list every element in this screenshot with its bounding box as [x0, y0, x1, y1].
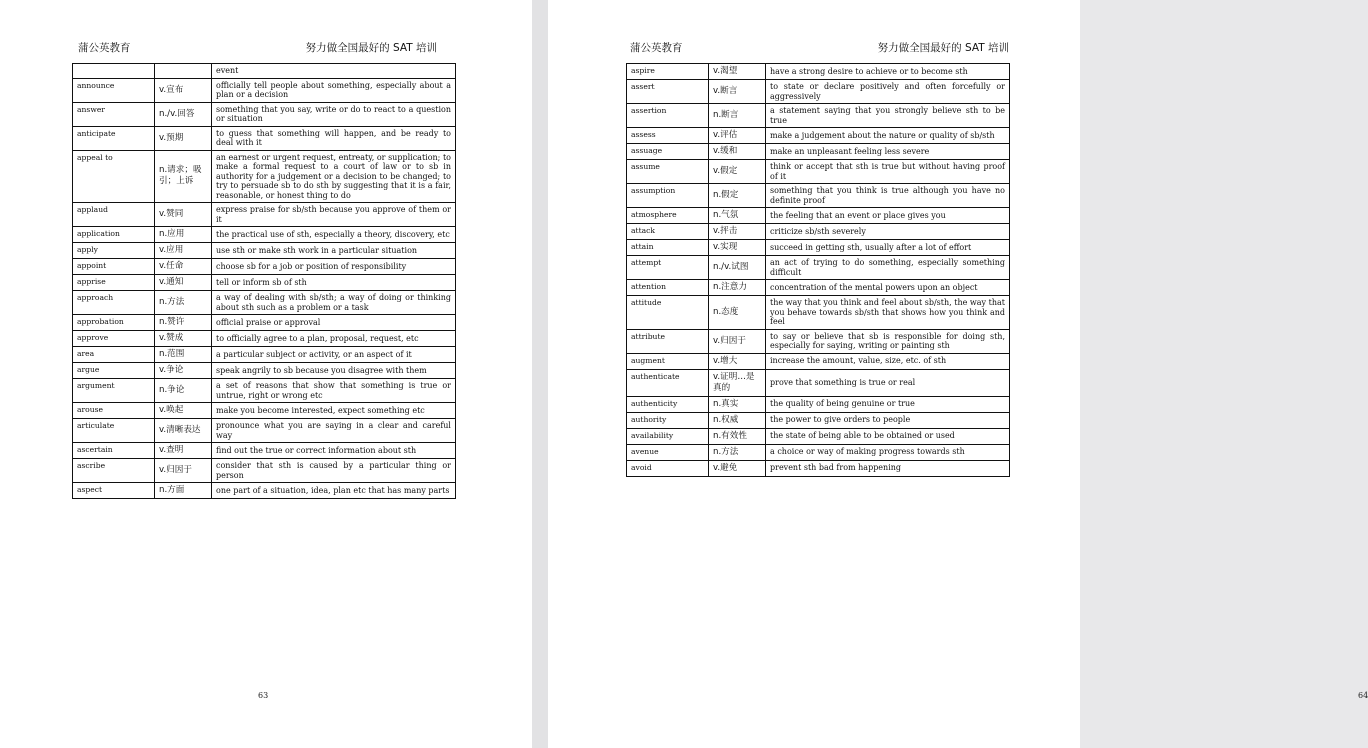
- table-row: [73, 259, 456, 275]
- vocab-word: authenticity: [627, 396, 709, 412]
- vocab-word: assert: [627, 80, 709, 104]
- vocab-table: [626, 63, 1010, 477]
- vocab-word: augment: [627, 353, 709, 369]
- vocab-definition: tell or inform sb of sth: [212, 275, 456, 291]
- vocab-definition: a set of reasons that show that something is true or untrue, right or wrong etc: [212, 379, 456, 403]
- table-row: [73, 483, 456, 499]
- vocab-definition: a way of dealing with sb/sth; a way of doing or thinking about sth such as a problem or a task: [212, 291, 456, 315]
- vocab-pos: n.方法: [155, 291, 212, 315]
- vocab-word: aspire: [627, 64, 709, 80]
- vocab-word: attitude: [627, 296, 709, 330]
- vocab-word: answer: [73, 102, 155, 126]
- vocab-definition: prove that something is true or real: [766, 369, 1010, 396]
- vocab-pos: v.证明…是真的: [709, 369, 766, 396]
- vocab-word: appoint: [73, 259, 155, 275]
- vocab-definition: officially tell people about something, especially about a plan or a decision: [212, 78, 456, 102]
- table-row: [73, 443, 456, 459]
- table-row: [73, 102, 456, 126]
- vocab-definition: to state or declare positively and often forcefully or aggressively: [766, 80, 1010, 104]
- vocab-pos: v.通知: [155, 275, 212, 291]
- vocab-pos: [155, 64, 212, 79]
- table-row: [627, 460, 1010, 476]
- vocab-word: attempt: [627, 256, 709, 280]
- vocab-definition: something that you say, write or do to react to a question or situation: [212, 102, 456, 126]
- vocab-word: attribute: [627, 329, 709, 353]
- vocab-word: apprise: [73, 275, 155, 291]
- vocab-pos: v.避免: [709, 460, 766, 476]
- vocab-definition: make you become interested, expect something etc: [212, 403, 456, 419]
- vocab-definition: event: [212, 64, 456, 79]
- vocab-definition: to officially agree to a plan, proposal, request, etc: [212, 331, 456, 347]
- vocab-rows: [73, 64, 456, 499]
- vocab-word: assess: [627, 128, 709, 144]
- vocab-pos: v.评估: [709, 128, 766, 144]
- vocab-word: articulate: [73, 419, 155, 443]
- header-org: 蒲公英教育: [630, 42, 683, 54]
- vocab-word: approve: [73, 331, 155, 347]
- vocab-pos: n./v.试图: [709, 256, 766, 280]
- vocab-pos: n.真实: [709, 396, 766, 412]
- vocab-pos: v.断言: [709, 80, 766, 104]
- vocab-pos: v.抨击: [709, 224, 766, 240]
- vocab-word: argument: [73, 379, 155, 403]
- vocab-pos: n.方法: [709, 444, 766, 460]
- vocab-pos: v.争论: [155, 363, 212, 379]
- page-64: [548, 0, 1368, 748]
- vocab-pos: v.赞同: [155, 203, 212, 227]
- table-row: [627, 128, 1010, 144]
- vocab-word: assumption: [627, 184, 709, 208]
- vocab-definition: an act of trying to do something, especially something difficult: [766, 256, 1010, 280]
- vocab-pos: n.态度: [709, 296, 766, 330]
- table-row: [73, 227, 456, 243]
- vocab-definition: a particular subject or activity, or an aspect of it: [212, 347, 456, 363]
- vocab-definition: speak angrily to sb because you disagree with them: [212, 363, 456, 379]
- page-number: 63: [258, 691, 269, 700]
- table-row: [627, 80, 1010, 104]
- table-row: [627, 412, 1010, 428]
- vocab-pos: n.争论: [155, 379, 212, 403]
- vocab-pos: n.范围: [155, 347, 212, 363]
- vocab-word: attack: [627, 224, 709, 240]
- page-header: [548, 40, 1080, 56]
- vocab-pos: n.赞许: [155, 315, 212, 331]
- table-row: [627, 353, 1010, 369]
- table-row: [627, 240, 1010, 256]
- vocab-definition: one part of a situation, idea, plan etc that has many parts: [212, 483, 456, 499]
- vocab-definition: criticize sb/sth severely: [766, 224, 1010, 240]
- vocab-word: availability: [627, 428, 709, 444]
- vocab-pos: n.请求；吸引；上诉: [155, 150, 212, 203]
- vocab-word: avoid: [627, 460, 709, 476]
- vocab-word: applaud: [73, 203, 155, 227]
- vocab-definition: official praise or approval: [212, 315, 456, 331]
- table-row: [73, 275, 456, 291]
- vocab-definition: the way that you think and feel about sb/sth, the way that you behave towards sb/sth that shows how you think and feel: [766, 296, 1010, 330]
- vocab-pos: v.查明: [155, 443, 212, 459]
- table-row: [73, 150, 456, 203]
- vocab-pos: n.有效性: [709, 428, 766, 444]
- vocab-definition: express praise for sb/sth because you approve of them or it: [212, 203, 456, 227]
- vocab-word: argue: [73, 363, 155, 379]
- vocab-definition: pronounce what you are saying in a clear and careful way: [212, 419, 456, 443]
- vocab-definition: a statement saying that you strongly believe sth to be true: [766, 104, 1010, 128]
- table-row: [73, 78, 456, 102]
- table-row: [627, 296, 1010, 330]
- page-63: [0, 0, 532, 748]
- table-row: [73, 331, 456, 347]
- vocab-definition: to say or believe that sb is responsible for doing sth, especially for saying, writing or painting sth: [766, 329, 1010, 353]
- vocab-pos: n.假定: [709, 184, 766, 208]
- vocab-pos: v.应用: [155, 243, 212, 259]
- vocab-word: authenticate: [627, 369, 709, 396]
- vocab-word: area: [73, 347, 155, 363]
- page-gutter: [532, 0, 548, 748]
- vocab-pos: v.宣布: [155, 78, 212, 102]
- vocab-definition: find out the true or correct information about sth: [212, 443, 456, 459]
- table-row: [73, 315, 456, 331]
- vocab-word: announce: [73, 78, 155, 102]
- vocab-definition: have a strong desire to achieve or to become sth: [766, 64, 1010, 80]
- table-row: [627, 280, 1010, 296]
- table-row: [627, 208, 1010, 224]
- header-org: 蒲公英教育: [78, 42, 131, 54]
- table-row: [627, 444, 1010, 460]
- vocab-definition: the practical use of sth, especially a theory, discovery, etc: [212, 227, 456, 243]
- vocab-word: arouse: [73, 403, 155, 419]
- page-number: 64: [1358, 691, 1368, 700]
- vocab-definition: something that you think is true although you have no definite proof: [766, 184, 1010, 208]
- vocab-word: apply: [73, 243, 155, 259]
- vocab-pos: n./v.回答: [155, 102, 212, 126]
- vocab-definition: concentration of the mental powers upon an object: [766, 280, 1010, 296]
- vocab-pos: n.注意力: [709, 280, 766, 296]
- table-row: [627, 428, 1010, 444]
- vocab-word: attain: [627, 240, 709, 256]
- vocab-definition: to guess that something will happen, and be ready to deal with it: [212, 126, 456, 150]
- vocab-definition: succeed in getting sth, usually after a lot of effort: [766, 240, 1010, 256]
- vocab-definition: the feeling that an event or place gives you: [766, 208, 1010, 224]
- vocab-definition: the state of being able to be obtained or used: [766, 428, 1010, 444]
- vocab-word: appeal to: [73, 150, 155, 203]
- vocab-definition: use sth or make sth work in a particular situation: [212, 243, 456, 259]
- vocab-pos: v.实现: [709, 240, 766, 256]
- vocab-word: application: [73, 227, 155, 243]
- table-row: [627, 396, 1010, 412]
- table-row: [73, 379, 456, 403]
- vocab-definition: a choice or way of making progress towards sth: [766, 444, 1010, 460]
- table-row: [73, 403, 456, 419]
- table-row: [627, 160, 1010, 184]
- vocab-word: ascertain: [73, 443, 155, 459]
- vocab-word: atmosphere: [627, 208, 709, 224]
- vocab-pos: v.归因于: [709, 329, 766, 353]
- vocab-pos: v.任命: [155, 259, 212, 275]
- vocab-word: assume: [627, 160, 709, 184]
- table-row: [627, 224, 1010, 240]
- table-row: [73, 64, 456, 79]
- vocab-definition: consider that sth is caused by a particular thing or person: [212, 459, 456, 483]
- vocab-table: [72, 63, 456, 499]
- vocab-word: authority: [627, 412, 709, 428]
- vocab-definition: think or accept that sth is true but without having proof of it: [766, 160, 1010, 184]
- vocab-definition: the quality of being genuine or true: [766, 396, 1010, 412]
- vocab-pos: n.气氛: [709, 208, 766, 224]
- table-row: [627, 104, 1010, 128]
- table-row: [73, 363, 456, 379]
- vocab-word: approach: [73, 291, 155, 315]
- page-header: [0, 40, 532, 56]
- vocab-word: approbation: [73, 315, 155, 331]
- vocab-definition: make a judgement about the nature or quality of sb/sth: [766, 128, 1010, 144]
- table-row: [627, 369, 1010, 396]
- vocab-word: [73, 64, 155, 79]
- vocab-definition: choose sb for a job or position of responsibility: [212, 259, 456, 275]
- table-row: [73, 459, 456, 483]
- vocab-word: aspect: [73, 483, 155, 499]
- header-slogan: 努力做全国最好的 SAT 培训: [305, 42, 437, 54]
- vocab-pos: n.断言: [709, 104, 766, 128]
- table-row: [627, 329, 1010, 353]
- vocab-pos: v.归因于: [155, 459, 212, 483]
- vocab-word: attention: [627, 280, 709, 296]
- vocab-pos: v.渴望: [709, 64, 766, 80]
- table-row: [73, 126, 456, 150]
- vocab-definition: prevent sth bad from happening: [766, 460, 1010, 476]
- table-row: [73, 243, 456, 259]
- vocab-pos: v.唤起: [155, 403, 212, 419]
- vocab-definition: make an unpleasant feeling less severe: [766, 144, 1010, 160]
- table-row: [627, 64, 1010, 80]
- table-row: [627, 184, 1010, 208]
- table-row: [627, 144, 1010, 160]
- table-row: [73, 347, 456, 363]
- table-row: [73, 203, 456, 227]
- vocab-word: ascribe: [73, 459, 155, 483]
- vocab-word: anticipate: [73, 126, 155, 150]
- vocab-pos: n.应用: [155, 227, 212, 243]
- vocab-pos: v.清晰表达: [155, 419, 212, 443]
- vocab-pos: v.预期: [155, 126, 212, 150]
- vocab-definition: an earnest or urgent request, entreaty, or supplication; to make a formal request to a court of law or to sb in authority for a judgement or a decision to be changed; to try to persuade sb to do sth by suggesting that it is a fair, reasonable, or honest thing to do: [212, 150, 456, 203]
- vocab-word: assuage: [627, 144, 709, 160]
- table-row: [73, 291, 456, 315]
- vocab-pos: n.方面: [155, 483, 212, 499]
- table-row: [73, 419, 456, 443]
- vocab-rows: [627, 64, 1010, 477]
- vocab-pos: v.假定: [709, 160, 766, 184]
- vocab-pos: v.缓和: [709, 144, 766, 160]
- vocab-pos: n.权威: [709, 412, 766, 428]
- header-slogan: 努力做全国最好的 SAT 培训: [877, 42, 1009, 54]
- vocab-definition: increase the amount, value, size, etc. of sth: [766, 353, 1010, 369]
- table-row: [627, 256, 1010, 280]
- vocab-pos: v.增大: [709, 353, 766, 369]
- vocab-definition: the power to give orders to people: [766, 412, 1010, 428]
- vocab-pos: v.赞成: [155, 331, 212, 347]
- vocab-word: assertion: [627, 104, 709, 128]
- vocab-word: avenue: [627, 444, 709, 460]
